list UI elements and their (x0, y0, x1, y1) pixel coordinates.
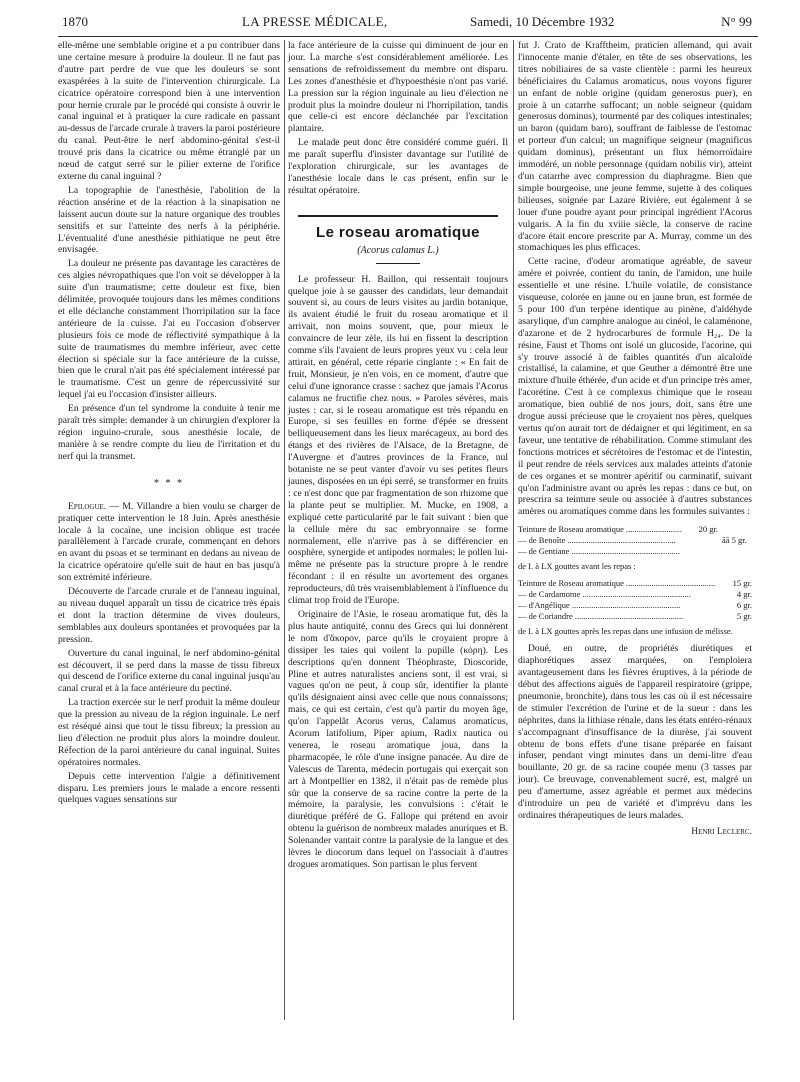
paragraph: Depuis cette intervention l'algie a définitivement disparu. Les premiers jours le malade a encore ressenti quelques vagues sensations sur (58, 770, 280, 806)
ingredient: Teinture de Roseau aromatique ..... (518, 578, 716, 589)
paragraph: En présence d'un tel syndrome la conduite à tenir me paraît très simple: demander à un chirurgien d'explorer la région inguino-crurale, sous anesthésie locale, de manière à se rendre compte du lieu de l'irritation et du nerf qui la transmet. (58, 403, 280, 462)
prescription-1 (518, 524, 752, 572)
epilogue-text: — M. Villandre a bien voulu se charger de pratiquer cette intervention le 18 Juin. Après anesthésie locale à la cocaïne, une incision oblique est tracée parallèlement à l'arcade crurale, commençant en dehors en avant du psoas et se terminant en dedans au niveau de la cicatrice opératoire qu'elle suit de haut en bas jusqu'à son extrémité inférieure. (58, 500, 280, 584)
author-signature: Henri Leclerc. (691, 825, 752, 837)
prescription-line (518, 611, 752, 622)
column-divider-1 (284, 40, 285, 1020)
dose: 20 gr. (698, 524, 718, 535)
prescription-2 (518, 578, 752, 637)
column-3 (518, 40, 752, 840)
column-divider-2 (513, 40, 514, 1020)
journal-title: LA PRESSE MÉDICALE, (242, 14, 388, 29)
ingredient: Teinture de Roseau aromatique ..... (518, 524, 682, 535)
dose: 4 gr. (736, 589, 752, 600)
issue-number: N° 99 (721, 14, 752, 29)
page-header (62, 14, 752, 34)
header-rule (58, 36, 758, 37)
dose: 5 gr. (736, 611, 752, 622)
article-heading (288, 215, 508, 264)
prescription-note: de I. à LX gouttes avant les repas : (518, 561, 636, 572)
prescription-line (518, 535, 752, 546)
page-number: 1870 (62, 14, 88, 29)
title-rule (298, 215, 498, 217)
article-subtitle: (Acorus calamus L.) (357, 244, 439, 256)
column-1 (58, 40, 280, 808)
dose: 6 gr. (736, 600, 752, 611)
paragraph: Découverte de l'arcade crurale et de l'anneau inguinal, au niveau duquel apparaît un tissu de cicatrice très épais et dont la traction détermine de vives douleurs, semblables aux douleurs spontanées et provoquées par la pression. (58, 586, 280, 645)
paragraph: Cette racine, d'odeur aromatique agréable, de saveur amère et poivrée, contient du tanin, de l'amidon, une huile essentielle et une résine. L'huile volatile, de consistance visqueuse, colorée en jaune ou en jaune brun, est formée de 5 pour 100 d'un terpène identique au pinène, d'aldéhyde asarylique, d'un camphre analogue au cinéol, le calaménone, d'azarone et de 2 hydrocarbures de formule H₂₄. De la résine, Faust et Thoms ont isolé un glucoside, l'acorine, qui s'y trouve associé à de faibles quantités d'un alcaloïde cristallisé, la calamine, et que Geuther a démontré être une mixture d'huile éthérée, d'un acide et d'un principe très amer, l'acorétine. C'est à ce complexus chimique que le roseau aromatique, bien oublié de nos jours, doit, sans être une drogue aussi précieuse que le croyaient nos pères, quelques vertus qu'on aurait tort de dédaigner et qui légitiment, en sa faveur, une tentative de réhabilitation. Comme stimulant des fonctions motrices et sécrétoires de l'estomac et de l'intestin, il peut rendre de réels services aux malades atteints d'atonie de ces organes et se montrer apéritif ou carminatif, suivant qu'on l'administre avant ou après les repas : dans ce but, on prescrira sa teinture seule ou associée à d'autres substances amères ou aromatiques comme dans les formules suivantes : (518, 256, 752, 518)
epilogue-paragraph (58, 501, 280, 584)
prescription-line (518, 600, 752, 611)
paragraph: fut J. Crato de Krafftheim, praticien allemand, qui avait l'innocente manie d'étaler, en tête de ses observations, les titres nobiliaires de sa vaste clientèle : parmi les heureux bénéficiaires du Calamus aromaticus, nous voyons figurer un enfant de noble origine (quidam generosus puer), en proie à un catarrhe suffocant; un noble seigneur (quidam generosus dominus), tourmenté par des coliques intestinales; un baron (quidam baro), souffrant de faiblesse de l'estomac et porteur d'un calcul; un magnifique seigneur (magnificus quidam dominus), présentant un flux hémorroïdaire immodéré, un noble personnage (quidam nobilis vir), atteint d'un catarrhe avec compression du diaphragme. Bien que simple bourgeoise, une jeune femme, sujette à des coliques bilieuses, soignée par Lazare Rivière, eut également à se louer d'une poudre ayant pour principal ingrédient l'Acorus vulgaris. A la fin du xviiie siècle, la conserve de racine d'acore était encore prescrite par A. Murray, comme un des stomachiques les plus efficaces. (518, 40, 752, 254)
prescription-line (518, 578, 752, 589)
paragraph: la face antérieure de la cuisse qui diminuent de jour en jour. La marche s'est considérablement améliorée. Les sensations de refroidissement du membre ont disparu. Les zones d'anesthésie et d'hypoesthésie n'ont pas varié. La pression sur la région inguinale au lieu d'élection ne produit plus la moindre douleur ni l'horripilation, tandis que celle-ci est encore déclanchée par l'excitation plantaire. (288, 40, 508, 135)
ingredient: — d'Angélique ..... (518, 600, 716, 611)
section-separator: * * * (154, 477, 184, 489)
ingredient: — de Cardamome ..... (518, 589, 716, 600)
paragraph: La douleur ne présente pas davantage les caractères de ces algies névropathiques que l'on voit se développer à la suite d'un traumatisme; cette douleur est fixe, bien délimitée, provoquée toujours dans les mêmes conditions et elle déclanche constamment l'horripilation sur la face antérieure de la cuisse. J'ai eu l'occasion d'observer plusieurs fois ce mode de réflectivité sympathique à la suite de traumatismes du membre inférieur, avec cette élection si spéciale sur la face antérieure de la cuisse, bien que le crural n'ait pas été spécialement intéressé par le traumatisme. C'est un genre de répercussivité sur lequel j'ai eu l'occasion d'insister ailleurs. (58, 258, 280, 401)
ingredient: — de Benoîte ..... (518, 535, 682, 546)
dose-each: āā 5 gr. (722, 535, 747, 546)
paragraph: Ouverture du canal inguinal, le nerf abdomino-génital est découvert, il se perd dans la masse de tissu fibreux qui descend de l'orifice externe du canal inguinal jusqu'au canal crural et à la face antérieure du pectiné. (58, 647, 280, 695)
paragraph: La traction exercée sur le nerf produit la même douleur que la pression au niveau de la région inguinale. Le nerf est réséqué ainsi que tout le tissu fibreux; la pression au lieu d'élection ne produit plus alors la moindre douleur. Réfection de la paroi antérieure du canal inguinal. Suites opératoires normales. (58, 697, 280, 768)
ingredient: — de Gentiane ..... (518, 546, 682, 557)
epilogue-label: Epilogue. (68, 500, 107, 512)
paragraph: La topographie de l'anesthésie, l'abolition de la réaction ansérine et de la réaction à la sinapisation ne laissent aucun doute sur la nature organique des troubles sensitifs et sur l'atteinte des nerfs à la périphérie. L'éventualité d'une anesthésie pithiatique ne peut être envisagée. (58, 184, 280, 256)
paragraph: elle-même une semblable origine et a pu contribuer dans une certaine mesure à produire la douleur. Il ne faut pas d'autre part perdre de vue que les douleurs se sont exaspérées à la suite de l'intervention chirurgicale. La cicatrice opératoire correspond bien à une intervention pour hernie crurale par le procédé qui consiste à ouvrir le canal inguinal et à pratiquer la cure radicale en passant au-dessus de l'arcade crurale à travers la paroi postérieure du canal. Peut-être le nerf abdomino-génital s'est-il trouvé pris dans la cicatrice ou même étranglé par un nœud de catgut serré sur le pilier externe de l'orifice externe du canal inguinal ? (58, 40, 280, 182)
prescription-line (518, 546, 752, 557)
prescription-line (518, 589, 752, 600)
paragraph: Doué, en outre, de propriétés diurétiques et diaphorétiques assez marquées, on l'emploiera avantageusement dans les fièvres éruptives, à la période de début des affections aiguës de l'appareil respiratoire (grippe, pneumonie, bronchite), dans tous les cas où il est nécessaire de stimuler l'excrétion de l'urine et de la sueur : dans les néphrites, dans la lithiase rénale, dans les états entéro-rénaux s'accompagnant d'insuffisance de la diurèse, j'ai souvent obtenu de bons effets d'une tisane préparée en faisant infuser, pendant vingt minutes dans un demi-litre d'eau bouillante, 20 gr. de sa racine coupée menu (3 tasses par jour). Ce breuvage, convenablement sucré, est, malgré un peu d'amertume, assez agréable et permet aux médecins d'introduire un peu de variété et d'imprévu dans les ordinaires thérapeutiques de leurs malades. (518, 643, 752, 821)
column-2 (288, 40, 508, 873)
prescription-note: de I. à LX gouttes après les repas dans une infusion de mélisse. (518, 626, 733, 637)
paragraph: Le malade peut donc être considéré comme guéri. Il me paraît superflu d'insister davantage sur l'utilité de l'exploration chirurgicale, sur les avantages de l'anesthésie locale dans le cas présent, enfin sur le résultat opératoire. (288, 137, 508, 196)
paragraph: Le professeur H. Baillon, qui ressentait toujours quelque joie à se gausser des candidats, leur demandait souvent si, au cours de leurs visites au jardin botanique, ils avaient étudié le fruit du roseau aromatique et il arrivait, non moins souvent, que, pour mieux le convaincre de leur zèle, ils lui en fissent la description comme s'ils l'avaient de leurs propres yeux vu : cela leur attirait, en général, cette réparie cinglante : « En fait de fruit, Monsieur, je n'en vois, en ce moment, d'autre que celui d'une ignorance crasse : sachez que jamais l'Acorus calamus ne fructifie chez nous. » Paroles sévères, mais justes : car, si le roseau aromatique est très répandu en Europe, si ses feuilles en forme d'épée se dressent belliqueusement dans les lieux marécageux, au bord des étangs et des rivières de l'Alsace, de la Bretagne, de l'Auvergne et d'autres provinces de la France, nul botaniste ne se peut vanter d'avoir vu ses petites fleurs jaunes, disposées en un épi serré, se transformer en fruits : ce n'est donc que par fragmentation de son rhizome que la plante peut se multiplier. M. Mucke, en 1908, a expliqué cette particularité par le fait suivant : bien que la cellule mère du sac embryonnaire se forme normalement, elle n'arrive pas à se différencier en oosphère, synergide et antipodes normales; le pollen lui-même ne présente pas la structure propre à le rendre fécondant : il en résulte un avortement des organes reproducteurs, dû très vraisemblablement à l'influence du climat trop froid de l'Europe. (288, 273, 508, 607)
subtitle-rule (376, 263, 420, 264)
article-title: Le roseau aromatique (316, 223, 480, 241)
paragraph: Originaire de l'Asie, le roseau aromatique fut, dès la plus haute antiquité, connu des Grecs qui lui donnèrent le nom d'ἄκορον, parce qu'ils le croyaient propre à dissiper les taies qui voilent la pupille (κόρη). Les descriptions qu'en donnent Théophraste, Dioscoride, Pline et autres naturalistes anciens sont, il est vrai, si vagues qu'on ne peut, à coup sûr, identifier la plante qu'ils désignaient ainsi avec celle que nous connaissons; mais, ce qui est certain, c'est qu'à partir du moyen âge, qu'on l'appelât Acorus verus, Calamus aromaticus, Acorum latifolium, Piper apium, Radix nautica ou venerea, le roseau aromatique joua, dans la pharmacopée, le rôle d'une insigne panacée. Au dire de Valescus de Tarenta, médecin portugais qui exerçait son art à Montpellier en 1382, il n'était pas de remède plus sûr que la conserve de sa racine contre la perte de la mémoire, la paralysie, les convulsions : c'était le diurétique préféré de G. Fallope qui prétend en avoir obtenu la guérison de nombreux malades anuriques et B. Solenander vantait contre la paralysie de la langue et des lèvres le diocorum dans lequel on l'associait à d'autres drogues aromatiques. Son partisan le plus fervent (288, 608, 508, 870)
prescription-line (518, 524, 752, 535)
issue-date: Samedi, 10 Décembre 1932 (470, 14, 615, 29)
ingredient: — de Coriandre ..... (518, 611, 716, 622)
dose: 15 gr. (732, 578, 752, 589)
